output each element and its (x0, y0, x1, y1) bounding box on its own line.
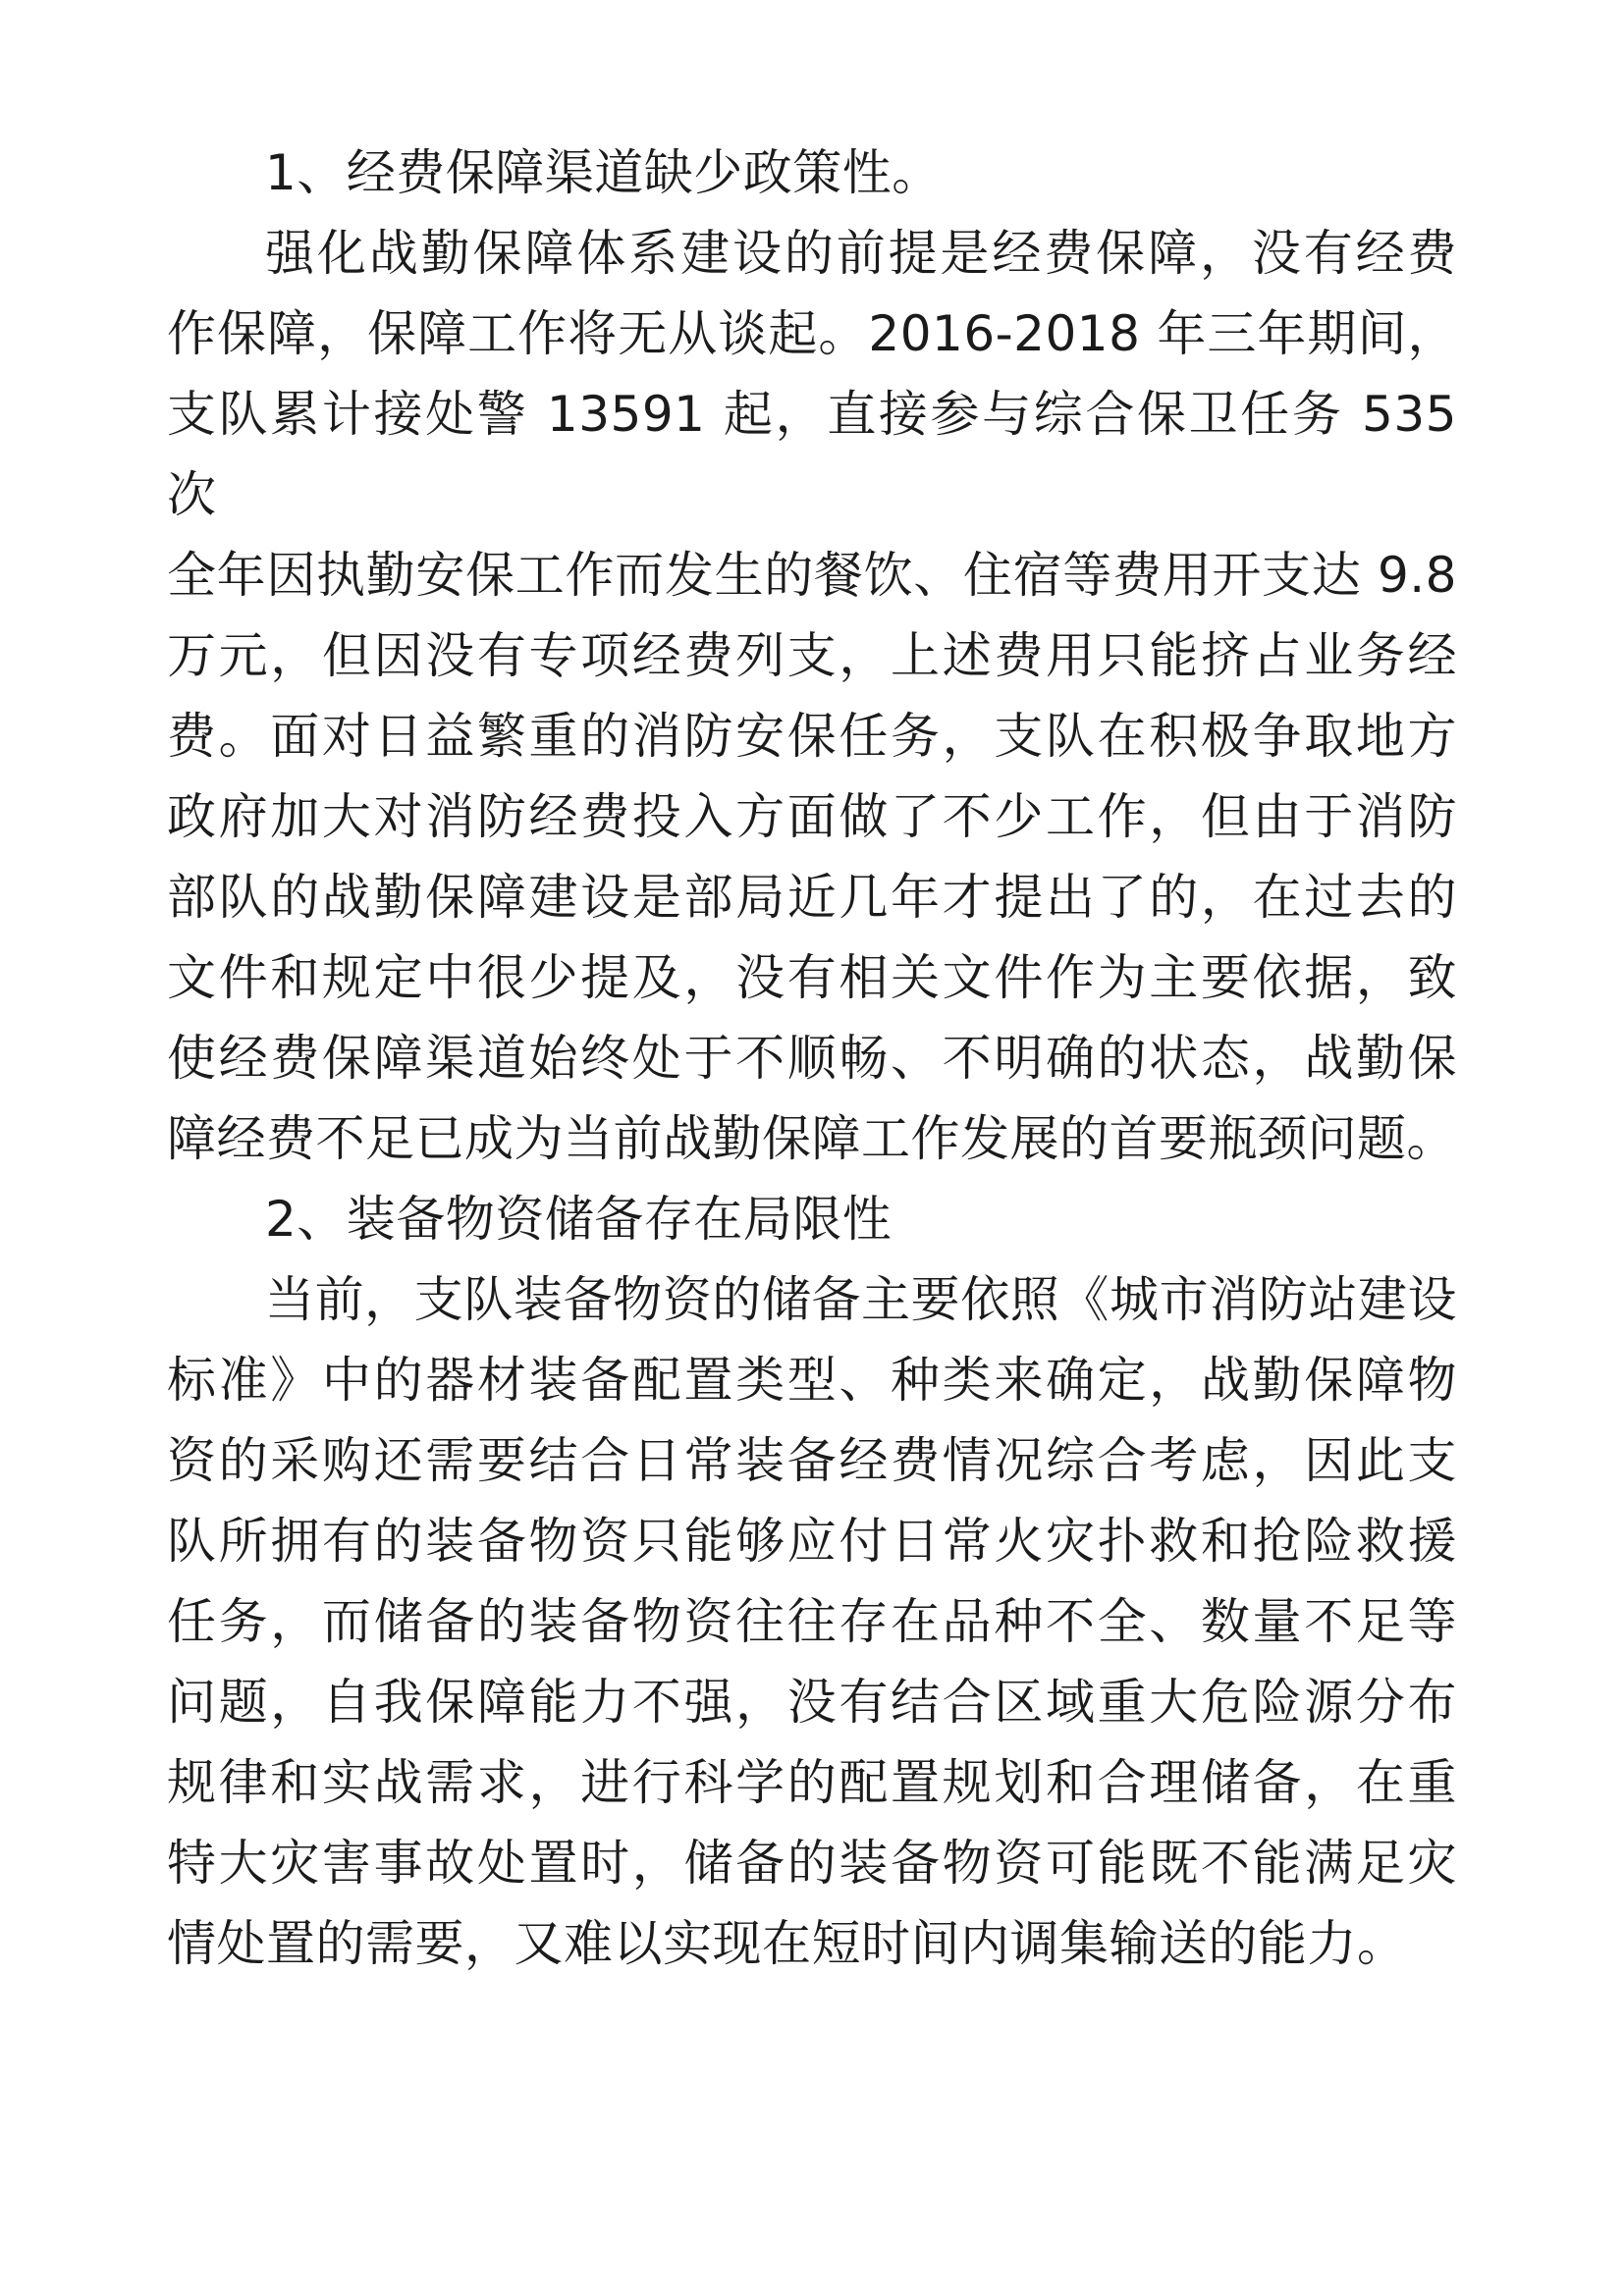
text-line: 费。面对日益繁重的消防安保任务，支队在积极争取地方 (167, 708, 1457, 765)
text-line: 作保障，保障工作将无从谈起。2016-2018 年三年期间， (167, 305, 1457, 362)
text-line: 标准》中的器材装备配置类型、种类来确定，战勤保障物 (167, 1352, 1457, 1409)
text-line: 特大灾害事故处置时，储备的装备物资可能既不能满足灾 (167, 1835, 1457, 1892)
text-line: 强化战勤保障体系建设的前提是经费保障，没有经费 (265, 225, 1457, 282)
text-line: 全年因执勤安保工作而发生的餐饮、住宿等费用开支达 9.8 (167, 547, 1457, 604)
text-line: 部队的战勤保障建设是部局近几年才提出了的，在过去的 (167, 869, 1457, 926)
text-line: 情处置的需要，又难以实现在短时间内调集输送的能力。 (167, 1915, 1407, 1972)
text-line: 资的采购还需要结合日常装备经费情况综合考虑，因此支 (167, 1432, 1457, 1489)
text-line: 问题，自我保障能力不强，没有结合区域重大危险源分布 (167, 1674, 1457, 1731)
text-line: 规律和实战需求，进行科学的配置规划和合理储备，在重 (167, 1754, 1457, 1811)
text-line: 障经费不足已成为当前战勤保障工作发展的首要瓶颈问题。 (167, 1110, 1456, 1167)
text-line: 队所拥有的装备物资只能够应付日常火灾扑救和抢险救援 (167, 1513, 1457, 1570)
text-line: 政府加大对消防经费投入方面做了不少工作，但由于消防 (167, 788, 1457, 845)
section-2-heading: 2、装备物资储备存在局限性 (265, 1191, 893, 1248)
text-line: 使经费保障渠道始终处于不顺畅、不明确的状态，战勤保 (167, 1030, 1457, 1087)
text-line: 任务，而储备的装备物资往往存在品种不全、数量不足等 (167, 1593, 1457, 1650)
text-line: 文件和规定中很少提及，没有相关文件作为主要依据，致 (167, 949, 1457, 1006)
text-line: 支队累计接处警 13591 起，直接参与综合保卫任务 535 次 (167, 386, 1457, 523)
text-line: 万元，但因没有专项经费列支，上述费用只能挤占业务经 (167, 627, 1457, 684)
text-line: 当前，支队装备物资的储备主要依照《城市消防站建设 (265, 1271, 1457, 1328)
section-1-heading: 1、经费保障渠道缺少政策性。 (265, 144, 942, 201)
